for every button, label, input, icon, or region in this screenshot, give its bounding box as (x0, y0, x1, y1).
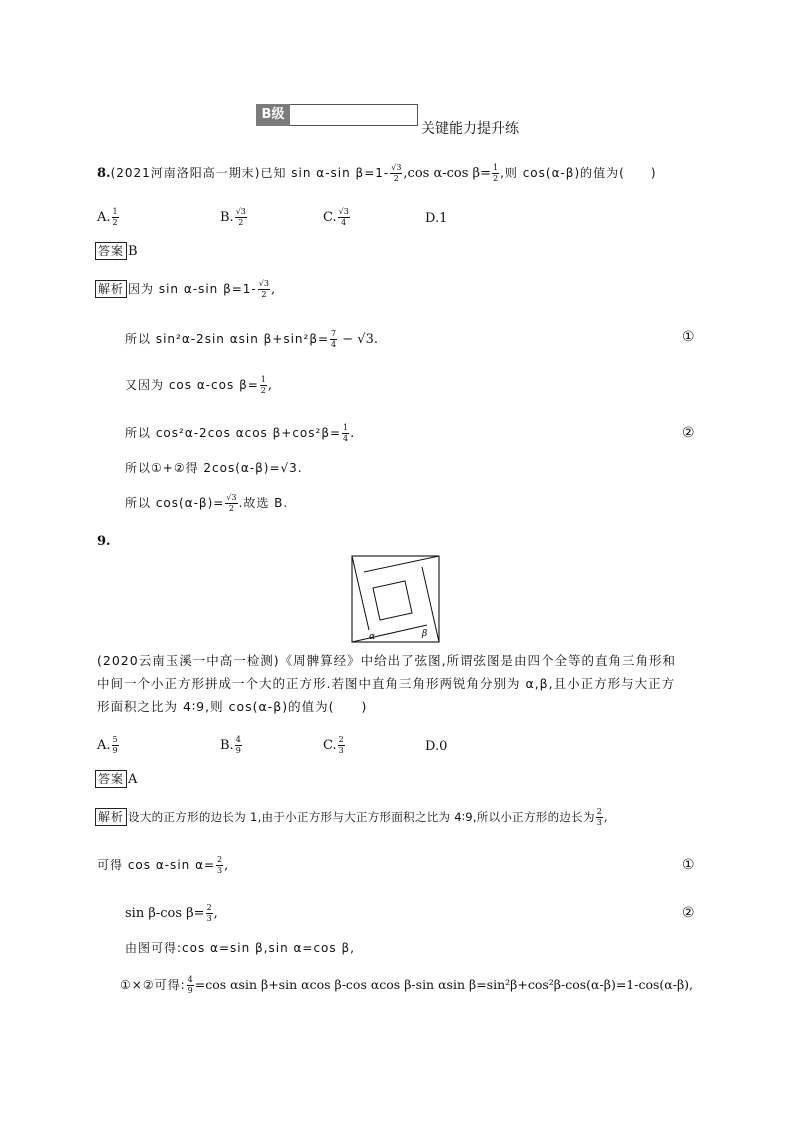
option-b: B. $\frac{√3}{2}$ (220, 207, 246, 227)
equation-marker-1: ① (682, 857, 695, 873)
analysis-line-6: 所以 cos(α-β)= $\frac{√3}{2}$ .故选 B. (125, 493, 289, 513)
analysis-line-3: sin β-cos β= $\frac{2}{3}$ , (125, 903, 218, 923)
question-source: (2021河南洛阳高一期末) (110, 166, 261, 180)
analysis-line-2: 可得 cos α-sin α= $\frac{2}{3}$ , (97, 855, 229, 875)
equation-marker-2: ② (682, 425, 695, 441)
option-c: C. $\frac{√3}{4}$ (323, 207, 349, 227)
triangle-line (352, 625, 427, 642)
triangle-line (352, 556, 369, 630)
fraction: $\frac{1}{2}$ (492, 163, 499, 183)
analysis-line-1: 解析 设大的正方形的边长为 1,由于小正方形与大正方形面积之比为 4∶9,所以小正方形的边长为 $\frac{2}{3}$ , (95, 808, 608, 827)
angle-alpha-label: α (369, 632, 376, 642)
section-badge-frame (290, 104, 418, 126)
option-d: D.1 (425, 211, 448, 226)
option-d: D.0 (425, 739, 448, 754)
answer-tag: 答案 (95, 242, 127, 260)
question-9-stem-line-1: (2020云南玉溪一中高一检测)《周髀算经》中给出了弦图,所谓弦图是由四个全等的直角三角形和 (97, 653, 677, 668)
analysis-line-2: 所以 sin²α-2sin αsin β+sin²β= $\frac{7}{4}$ − √3. (125, 329, 378, 349)
question-9-stem-line-2: 中间一个小正方形拼成一个大的正方形.若图中直角三角形两锐角分别为 α,β,且小正方形与大正方 (97, 676, 676, 691)
fraction: $\frac{√3}{2}$ (391, 163, 402, 183)
analysis-line-4: 所以 cos²α-2cos αcos β+cos²β= $\frac{1}{4}$ . (125, 423, 355, 443)
question-9-number: 9. (97, 534, 111, 549)
equation-marker-1: ① (682, 329, 695, 345)
answer-line (95, 242, 138, 260)
angle-beta-label: β (422, 629, 428, 639)
triangle-line (364, 556, 439, 572)
answer-value: B (128, 244, 138, 259)
answer-value: A (128, 772, 138, 787)
xian-tu-figure (351, 555, 441, 643)
option-c: C. $\frac{2}{3}$ (323, 735, 344, 755)
option-a: A. $\frac{1}{2}$ (97, 207, 118, 227)
analysis-line-3: 又因为 cos α-cos β= $\frac{1}{2}$ , (125, 375, 273, 395)
question-9-stem-line-3: 形面积之比为 4∶9,则 cos(α-β)的值为( ) (97, 699, 368, 714)
analysis-line-1: 解析 因为 sin α-sin β=1- $\frac{√3}{2}$ , (95, 280, 275, 299)
section-title: 关键能力提升练 (421, 121, 519, 137)
analysis-line-4: 由图可得:cos α=sin β,sin α=cos β, (125, 941, 355, 955)
equation-marker-2: ② (682, 905, 695, 921)
answer-line (95, 770, 137, 788)
option-b: B. $\frac{4}{9}$ (220, 735, 241, 755)
question-number: 8. (97, 166, 111, 181)
question-8-stem: 8.(2021河南洛阳高一期末)已知 sin α-sin β=1- $\frac{√3}{2}$ ,cos α-cos β= $\frac{1}{2}$ ,则 cos(α-β)的值为( ) (97, 163, 657, 183)
inner-square (373, 581, 412, 620)
analysis-tag: 解析 (95, 808, 127, 826)
analysis-line-5: 所以①+②得 2cos(α-β)=√3. (125, 461, 303, 475)
analysis-line-5: ①×②可得: $\frac{4}{9}$ =cos αsin β+sin αcos β-cos αcos β-sin αsin β=sin²β+cos²β-cos(α-β)=1-cos(α-β), (120, 975, 694, 995)
option-a: A. $\frac{5}{9}$ (97, 735, 118, 755)
answer-tag: 答案 (95, 770, 127, 788)
section-badge: B级 (256, 104, 290, 126)
analysis-tag: 解析 (95, 280, 127, 298)
